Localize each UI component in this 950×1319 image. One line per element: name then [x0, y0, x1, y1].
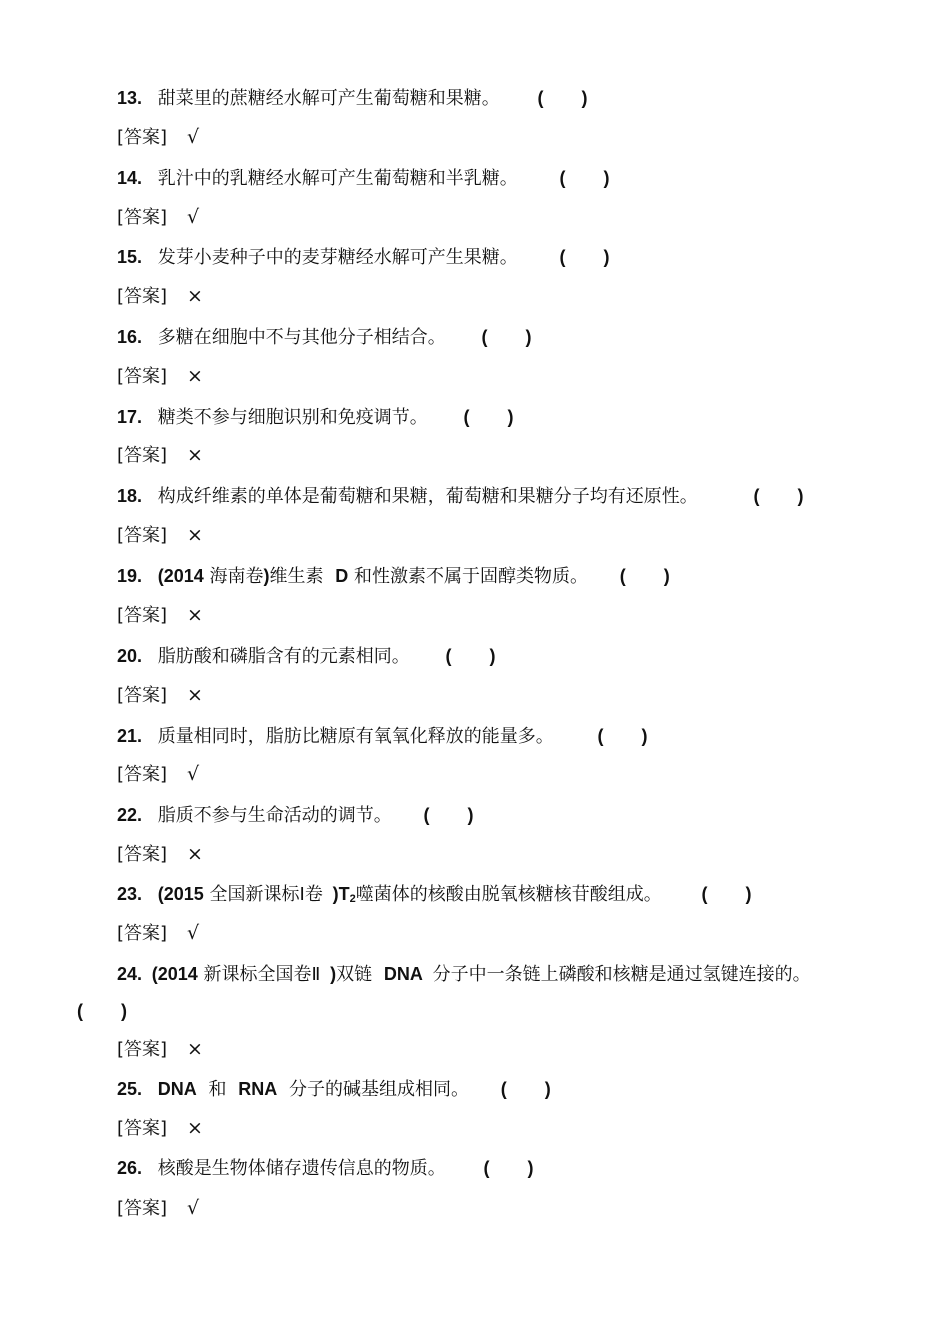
answer-18: [117, 523, 203, 547]
question-text: 构成纤维素的单体是葡萄糖和果糖，葡萄糖和果糖分子均有还原性。: [157, 486, 698, 507]
answer-17: [117, 443, 203, 467]
phage-letter: T: [338, 884, 350, 904]
source-name: 新课标全国卷Ⅱ: [203, 964, 321, 985]
answer-mark: ×: [187, 1117, 203, 1139]
question-number: 26.: [117, 1158, 143, 1178]
answer-mark: ×: [187, 524, 203, 546]
answer-mark: √: [187, 1197, 200, 1219]
answer-label: [答案]: [117, 844, 168, 865]
question-text-cont: 和性激素不属于固醇类物质。: [354, 566, 589, 587]
answer-blank: ( ): [481, 327, 532, 347]
source-close: ): [330, 964, 337, 984]
answer-label: [答案]: [117, 127, 168, 148]
question-text: 维生素: [269, 566, 324, 587]
question-text: 发芽小麦种子中的麦芽糖经水解可产生果糖。: [157, 247, 518, 268]
question-text: 脂质不参与生命活动的调节。: [157, 805, 392, 826]
answer-label: [答案]: [117, 366, 168, 387]
question-15: [117, 245, 610, 269]
answer-label: [答案]: [117, 1198, 168, 1219]
answer-25: [117, 1116, 203, 1140]
answer-label: [答案]: [117, 685, 168, 706]
answer-mark: ×: [187, 1038, 203, 1060]
answer-label: [答案]: [117, 445, 168, 466]
answer-blank: ( ): [597, 726, 648, 746]
answer-label: [答案]: [117, 923, 168, 944]
rna-term: RNA: [238, 1079, 278, 1099]
question-25: [117, 1077, 551, 1101]
answer-blank: ( ): [423, 805, 474, 825]
answer-mark: ×: [187, 285, 203, 307]
question-text: 核酸是生物体储存遗传信息的物质。: [157, 1158, 446, 1179]
conjunction: 和: [208, 1079, 227, 1100]
answer-blank: ( ): [559, 168, 610, 188]
answer-blank: ( ): [559, 247, 610, 267]
answer-blank: ( ): [500, 1079, 551, 1099]
answer-19: [117, 603, 203, 627]
question-18: [117, 484, 804, 508]
answer-blank: ( ): [537, 88, 588, 108]
question-number: 16.: [117, 327, 143, 347]
answer-15: [117, 284, 203, 308]
answer-mark: ×: [187, 684, 203, 706]
answer-blank: ( ): [619, 566, 670, 586]
question-number: 18.: [117, 486, 143, 506]
question-number: 14.: [117, 168, 143, 188]
answer-mark: √: [187, 763, 200, 785]
question-26: [117, 1156, 534, 1180]
question-22: [117, 803, 474, 827]
answer-20: [117, 683, 203, 707]
answer-26: [117, 1196, 199, 1220]
answer-label: [答案]: [117, 605, 168, 626]
answer-label: [答案]: [117, 207, 168, 228]
question-text: 双链: [336, 964, 373, 985]
question-number: 23.: [117, 884, 143, 904]
question-23: [117, 882, 751, 906]
vitamin-d: D: [335, 566, 349, 586]
question-text: 多糖在细胞中不与其他分子相结合。: [157, 327, 446, 348]
question-number: 15.: [117, 247, 143, 267]
question-24-blank: [77, 999, 127, 1023]
answer-24: [117, 1037, 203, 1061]
answer-mark: √: [187, 206, 200, 228]
source-close: ): [263, 566, 270, 586]
question-21: [117, 724, 648, 748]
question-number: 21.: [117, 726, 143, 746]
source-year: (2014: [151, 964, 198, 984]
answer-mark: ×: [187, 365, 203, 387]
dna-term: DNA: [157, 1079, 197, 1099]
question-17: [117, 405, 514, 429]
source-year: (2015: [157, 884, 204, 904]
answer-mark: √: [187, 126, 200, 148]
answer-21: [117, 762, 199, 786]
question-text: 分子的碱基组成相同。: [288, 1079, 469, 1100]
question-text: 噬菌体的核酸由脱氧核糖核苷酸组成。: [355, 884, 662, 905]
question-text: 糖类不参与细胞识别和免疫调节。: [157, 407, 428, 428]
question-19: [117, 564, 670, 588]
question-24: [117, 962, 811, 986]
question-number: 25.: [117, 1079, 143, 1099]
answer-blank: ( ): [753, 486, 804, 506]
answer-blank: ( ): [77, 1001, 127, 1021]
question-number: 19.: [117, 566, 143, 586]
answer-label: [答案]: [117, 1039, 168, 1060]
answer-mark: ×: [187, 843, 203, 865]
answer-16: [117, 364, 203, 388]
phage-subscript: 2: [349, 893, 356, 905]
source-name: 全国新课标Ⅰ卷: [209, 884, 323, 905]
answer-blank: ( ): [701, 884, 752, 904]
answer-label: [答案]: [117, 525, 168, 546]
answer-label: [答案]: [117, 764, 168, 785]
source-year: (2014: [157, 566, 204, 586]
question-14: [117, 166, 610, 190]
question-number: 20.: [117, 646, 143, 666]
answer-23: [117, 921, 199, 945]
question-16: [117, 325, 532, 349]
question-number: 24.: [117, 964, 143, 984]
answer-blank: ( ): [463, 407, 514, 427]
answer-mark: √: [187, 922, 200, 944]
answer-22: [117, 842, 203, 866]
question-text: 质量相同时，脂肪比糖原有氧氧化释放的能量多。: [157, 726, 554, 747]
question-20: [117, 644, 496, 668]
answer-mark: ×: [187, 444, 203, 466]
answer-13: [117, 125, 199, 149]
answer-blank: ( ): [445, 646, 496, 666]
question-text: 脂肪酸和磷脂含有的元素相同。: [157, 646, 410, 667]
answer-14: [117, 205, 199, 229]
source-name: 海南卷: [209, 566, 264, 587]
answer-blank: ( ): [483, 1158, 534, 1178]
question-text: 乳汁中的乳糖经水解可产生葡萄糖和半乳糖。: [157, 168, 518, 189]
question-text: 甜菜里的蔗糖经水解可产生葡萄糖和果糖。: [157, 88, 500, 109]
source-close: ): [332, 884, 339, 904]
question-number: 13.: [117, 88, 143, 108]
answer-label: [答案]: [117, 1118, 168, 1139]
question-13: [117, 86, 588, 110]
answer-mark: ×: [187, 604, 203, 626]
dna-term: DNA: [383, 964, 423, 984]
question-number: 17.: [117, 407, 143, 427]
question-number: 22.: [117, 805, 143, 825]
question-text-cont: 分子中一条链上磷酸和核糖是通过氢键连接的。: [432, 964, 811, 985]
answer-label: [答案]: [117, 286, 168, 307]
